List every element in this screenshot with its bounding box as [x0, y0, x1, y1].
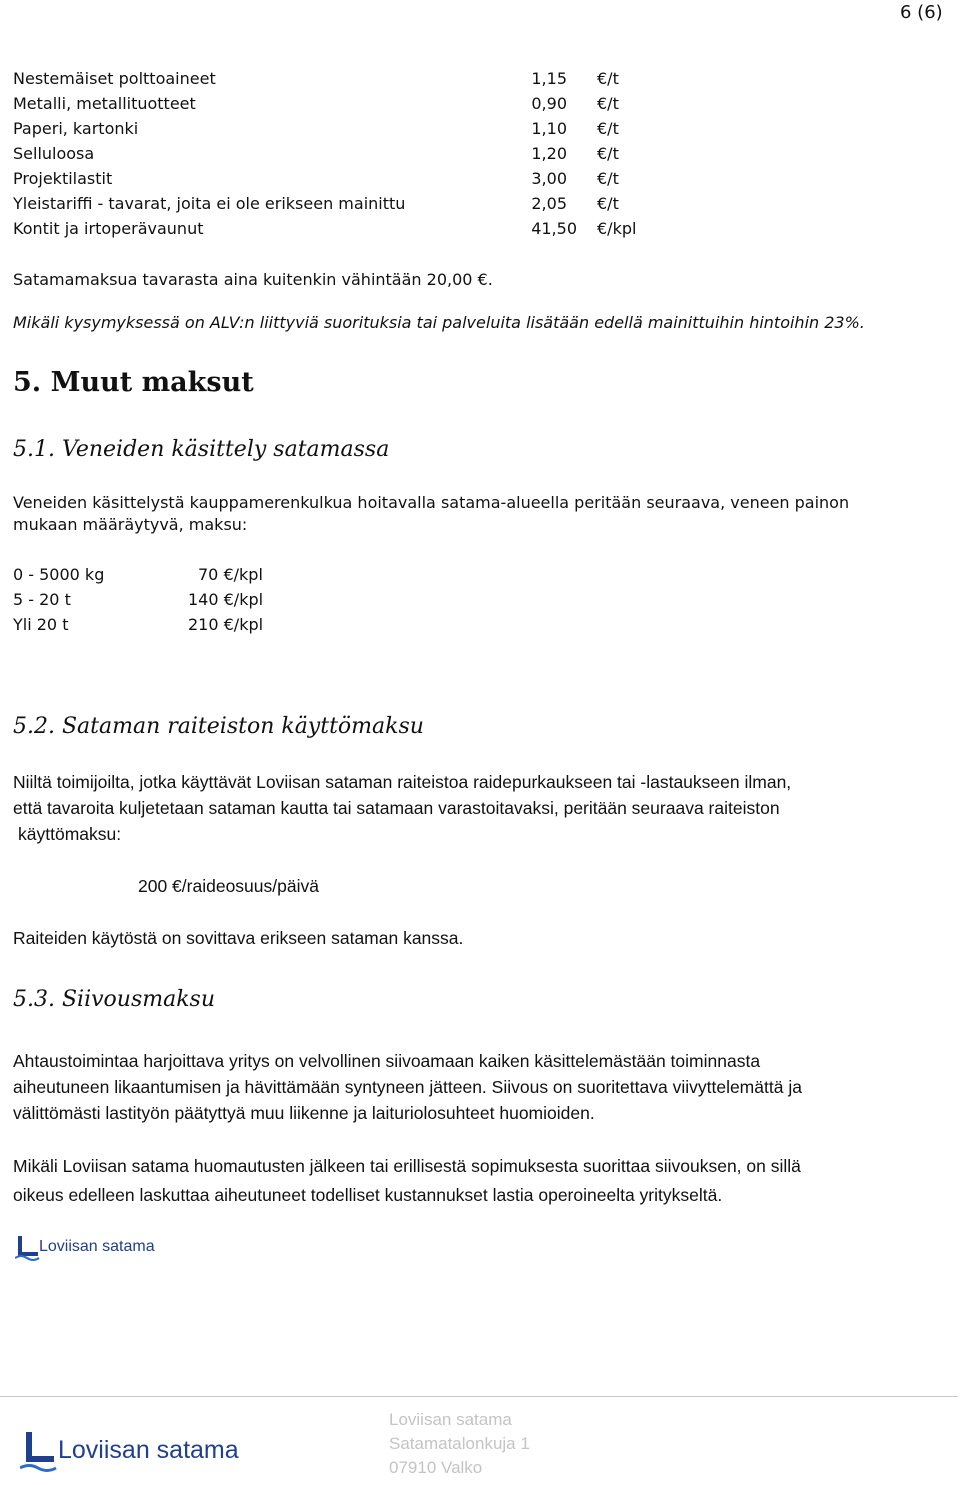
- paragraph-line: oikeus edelleen laskuttaa aiheutuneet todelliset kustannukset lastia operoineelta yritykseltä.: [13, 1185, 723, 1205]
- company-logo: [15, 1234, 155, 1262]
- tariff-item: Kontit ja irtoperävaunut: [13, 219, 204, 238]
- tariff-unit: €/kpl: [597, 219, 637, 238]
- rail-note: Raiteiden käytöstä on sovittava erikseen sataman kanssa.: [13, 928, 464, 948]
- footer-postal: 07910 Valko: [389, 1458, 483, 1477]
- subsection-heading: 5.2. Sataman raiteiston käyttömaksu: [13, 714, 424, 739]
- fee-range: 5 - 20 t: [13, 590, 71, 609]
- fee-price: 70 €/kpl: [198, 565, 263, 584]
- vat-note: Mikäli kysymyksessä on ALV:n liittyviä suorituksia tai palveluita lisätään edellä mainittuihin hintoihin 23%.: [13, 313, 865, 332]
- footer-divider: [0, 1396, 958, 1397]
- tariff-unit: €/t: [597, 119, 619, 138]
- tariff-price: 0,90: [531, 94, 567, 113]
- tariff-item: Yleistariffi - tavarat, joita ei ole erikseen mainittu: [13, 194, 406, 213]
- tariff-unit: €/t: [597, 94, 619, 113]
- tariff-unit: €/t: [597, 169, 619, 188]
- paragraph-line: Ahtaustoimintaa harjoittava yritys on velvollinen siivoamaan kaiken käsittelemästään toiminnasta: [13, 1051, 761, 1071]
- tariff-item: Projektilastit: [13, 169, 113, 188]
- subsection-heading: 5.1. Veneiden käsittely satamassa: [13, 437, 390, 462]
- tariff-item: Metalli, metallituotteet: [13, 94, 196, 113]
- footer-logo-text: Loviisan satama: [58, 1436, 239, 1464]
- section-heading: 5. Muut maksut: [13, 367, 254, 398]
- tariff-item: Selluloosa: [13, 144, 95, 163]
- tariff-unit: €/t: [597, 69, 619, 88]
- paragraph-line: aiheutuneen likaantumisen ja hävittämään syntyneen jätteen. Siivous on suoritettava viivyttelemättä ja: [13, 1077, 802, 1097]
- fee-range: Yli 20 t: [13, 615, 69, 634]
- footer-street: Satamatalonkuja 1: [389, 1434, 530, 1453]
- paragraph-line: Veneiden käsittelystä kauppamerenkulkua hoitavalla satama-alueella peritään seuraava, veneen painon: [13, 493, 850, 512]
- minimum-note: Satamamaksua tavarasta aina kuitenkin vähintään 20,00 €.: [13, 270, 493, 289]
- paragraph-line: että tavaroita kuljetetaan sataman kautta tai satamaan varastoitavaksi, peritään seuraava raiteiston: [13, 798, 780, 818]
- logo-text: Loviisan satama: [39, 1238, 155, 1255]
- tariff-item: Nestemäiset polttoaineet: [13, 69, 216, 88]
- tariff-price: 41,50: [531, 219, 577, 238]
- paragraph-line: välittömästi lastityön päätyttyä muu liikenne ja laituriolosuhteet huomioiden.: [13, 1103, 595, 1123]
- tariff-unit: €/t: [597, 194, 619, 213]
- paragraph-line: käyttömaksu:: [18, 824, 122, 844]
- tariff-price: 1,10: [531, 119, 567, 138]
- paragraph-line: Mikäli Loviisan satama huomautusten jälkeen tai erillisestä sopimuksesta suorittaa siivouksen, on sillä: [13, 1156, 801, 1176]
- tariff-unit: €/t: [597, 144, 619, 163]
- paragraph-line: mukaan määräytyvä, maksu:: [13, 515, 248, 534]
- fee-price: 140 €/kpl: [188, 590, 264, 609]
- anchor-logo-icon: [20, 1430, 62, 1474]
- tariff-item: Paperi, kartonki: [13, 119, 139, 138]
- tariff-price: 3,00: [531, 169, 567, 188]
- paragraph-line: Niiltä toimijoilta, jotka käyttävät Loviisan sataman raiteistoa raidepurkaukseen tai -lastaukseen ilman,: [13, 772, 792, 792]
- subsection-heading: 5.3. Siivousmaksu: [13, 987, 216, 1012]
- fee-range: 0 - 5000 kg: [13, 565, 105, 584]
- page-number: 6 (6): [900, 2, 943, 23]
- tariff-price: 2,05: [531, 194, 567, 213]
- fee-price: 210 €/kpl: [188, 615, 264, 634]
- tariff-price: 1,20: [531, 144, 567, 163]
- rail-fee: 200 €/raideosuus/päivä: [138, 876, 319, 896]
- footer-company: Loviisan satama: [389, 1410, 512, 1429]
- tariff-price: 1,15: [531, 69, 567, 88]
- footer-logo: [20, 1430, 250, 1474]
- anchor-logo-icon: [15, 1234, 41, 1262]
